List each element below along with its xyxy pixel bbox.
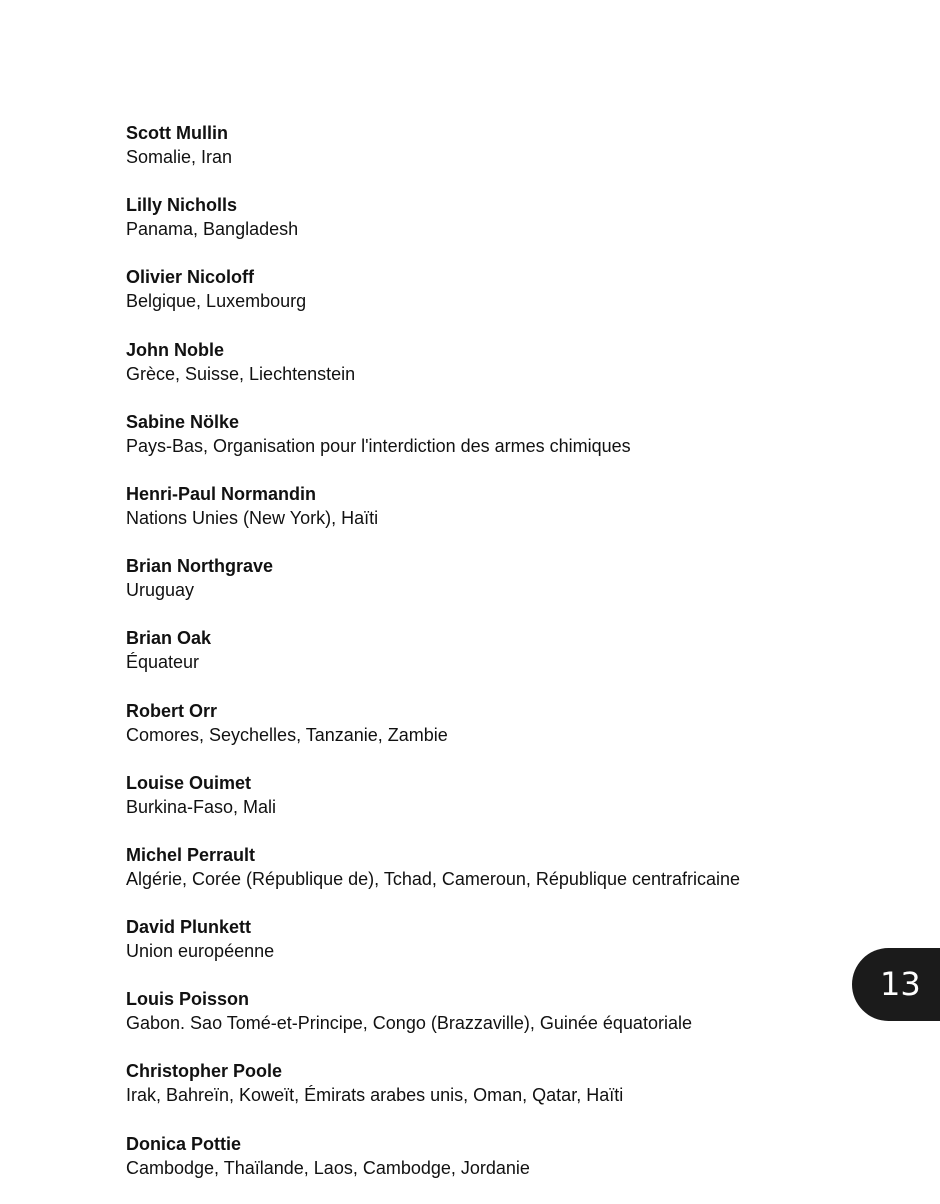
- list-item: [126, 771, 846, 843]
- entry-name: John Noble: [126, 339, 224, 360]
- list-item: [126, 554, 846, 626]
- list-item: [126, 987, 846, 1059]
- entry-countries: Équateur: [126, 652, 200, 673]
- list-item: [126, 843, 846, 915]
- entry-name: Brian Northgrave: [126, 556, 274, 577]
- entry-name: Brian Oak: [126, 628, 212, 649]
- list-item: [126, 193, 846, 265]
- entry-name: Donica Pottie: [126, 1133, 242, 1154]
- list-item: [126, 410, 846, 482]
- list-item: [126, 338, 846, 410]
- entry-countries: Panama, Bangladesh: [126, 219, 299, 240]
- entry-countries: Nations Unies (New York), Haïti: [126, 507, 379, 528]
- entry-countries: Algérie, Corée (République de), Tchad, Cameroun, République centrafricaine: [126, 868, 741, 889]
- entry-name: Louise Ouimet: [126, 772, 252, 793]
- entry-name: Michel Perrault: [126, 844, 256, 865]
- list-item: [126, 265, 846, 337]
- entry-countries: Belgique, Luxembourg: [126, 291, 307, 312]
- entry-name: Olivier Nicoloff: [126, 267, 255, 288]
- list-item: [126, 1059, 846, 1131]
- entry-name: Louis Poisson: [126, 989, 250, 1010]
- entry-countries: Gabon. Sao Tomé-et-Principe, Congo (Brazzaville), Guinée équatoriale: [126, 1013, 692, 1034]
- list-item: [126, 915, 846, 987]
- entry-countries: Somalie, Iran: [126, 147, 233, 167]
- page-number-badge: [852, 948, 940, 1021]
- entry-countries: Uruguay: [126, 580, 195, 601]
- entry-name: Robert Orr: [126, 700, 218, 721]
- entry-name: David Plunkett: [126, 917, 252, 938]
- entry-countries: Pays-Bas, Organisation pour l'interdiction des armes chimiques: [126, 435, 631, 456]
- list-item: [126, 626, 846, 698]
- entry-name: Scott Mullin: [126, 123, 228, 143]
- entry-name: Christopher Poole: [126, 1061, 283, 1082]
- entry-name: Lilly Nicholls: [126, 195, 238, 216]
- entry-countries: Burkina-Faso, Mali: [126, 796, 277, 817]
- entry-countries: Union européenne: [126, 941, 275, 962]
- list-item: [126, 482, 846, 554]
- list-item: [126, 1132, 846, 1204]
- entry-name: Henri-Paul Normandin: [126, 483, 317, 504]
- entry-countries: Comores, Seychelles, Tanzanie, Zambie: [126, 724, 448, 745]
- entry-countries: Cambodge, Thaïlande, Laos, Cambodge, Jordanie: [126, 1157, 530, 1178]
- entry-countries: Irak, Bahreïn, Koweït, Émirats arabes unis, Oman, Qatar, Haïti: [126, 1085, 624, 1106]
- list-item: [126, 121, 846, 193]
- entry-name: Sabine Nölke: [126, 411, 240, 432]
- page-number: 13: [880, 965, 921, 1003]
- list-item: [126, 699, 846, 771]
- entry-countries: Grèce, Suisse, Liechtenstein: [126, 363, 356, 384]
- entry-list: [126, 121, 846, 1204]
